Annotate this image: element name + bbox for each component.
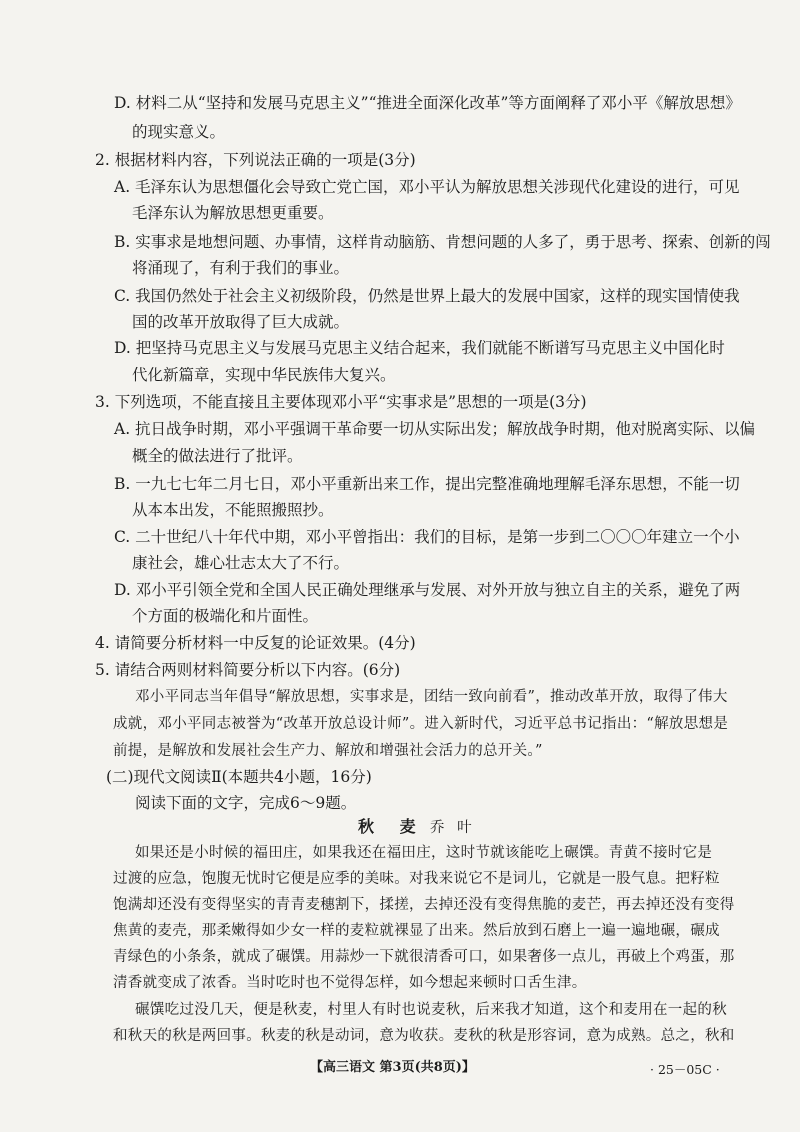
q3-option-a-line2: 概全的做法进行了批评。 xyxy=(132,447,303,465)
q3-option-d-line2: 个方面的极端化和片面性。 xyxy=(132,607,319,625)
q5-quote-line2: 成就，邓小平同志被誉为“改革开放总设计师”。进入新时代，习近平总书记指出：“解放思想是 xyxy=(113,716,729,732)
passage-p2-line2: 和秋天的秋是两回事。秋麦的秋是动词，意为收获。麦秋的秋是形容词，意为成熟。总之，秋和 xyxy=(113,1028,735,1044)
q1-option-d-line1: D. 材料二从“坚持和发展马克思主义”“推进全面深化改革”等方面阐释了邓小平《解放思想》 xyxy=(114,94,741,112)
q2-option-c-line2: 国的改革开放取得了巨大成就。 xyxy=(132,313,350,331)
passage-p1-line5: 青绿色的小条条，就成了碾馔。用蒜炒一下就很清香可口，如果奢侈一点儿，再破上个鸡蛋，那 xyxy=(113,949,735,965)
q2-option-d-line1: D. 把坚持马克思主义与发展马克思主义结合起来，我们就能不断谱写马克思主义中国化时 xyxy=(114,339,725,357)
page-footer-code: · 25－05C · xyxy=(650,1062,720,1077)
q5-quote-line3: 前提，是解放和发展社会生产力、解放和增强社会活力的总开关。” xyxy=(113,743,543,759)
q3-option-b-line2: 从本本出发，不能照搬照抄。 xyxy=(132,501,334,519)
q3-option-c-line1: C. 二十世纪八十年代中期，邓小平曾指出：我们的目标，是第一步到二〇〇〇年建立一个小 xyxy=(114,528,740,546)
q2-stem: 2. 根据材料内容，下列说法正确的一项是(3分) xyxy=(95,151,416,169)
passage-title: 秋 麦 xyxy=(358,817,426,836)
passage-p1-line4: 焦黄的麦壳，那柔嫩得如少女一样的麦粒就裸显了出来。然后放到石磨上一遍一遍地碾，碾成 xyxy=(113,923,720,939)
page-footer-label: 【高三语文 第3页(共8页)】 xyxy=(310,1060,475,1075)
q2-option-b-line1: B. 实事求是地想问题、办事情，这样肯动脑筋、肯想问题的人多了，勇于思考、探索、创新的闯 xyxy=(114,233,771,251)
q3-option-a-line1: A. 抗日战争时期，邓小平强调干革命要一切从实际出发；解放战争时期，他对脱离实际、以偏 xyxy=(114,420,756,438)
q4-stem: 4. 请简要分析材料一中反复的论证效果。(4分) xyxy=(95,634,416,652)
q5-stem: 5. 请结合两则材料简要分析以下内容。(6分) xyxy=(95,661,401,679)
q1-option-d-line2: 的现实意义。 xyxy=(132,123,226,141)
q2-option-d-line2: 代化新篇章，实现中华民族伟大复兴。 xyxy=(132,366,396,384)
q3-option-c-line2: 康社会，雄心壮志太大了不行。 xyxy=(132,554,350,572)
passage-p1-line1: 如果还是小时候的福田庄，如果我还在福田庄，这时节就该能吃上碾馔。青黄不接时它是 xyxy=(135,845,713,861)
passage-p1-line3: 饱满却还没有变得坚实的青青麦穗割下，揉搓，去掉还没有变得焦脆的麦芒，再去掉还没有变得 xyxy=(113,897,735,913)
q3-option-b-line1: B. 一九七七年二月七日，邓小平重新出来工作，提出完整准确地理解毛泽东思想，不能一切 xyxy=(114,475,740,493)
section-instruction: 阅读下面的文字，完成6～9题。 xyxy=(135,794,357,812)
q2-option-c-line1: C. 我国仍然处于社会主义初级阶段，仍然是世界上最大的发展中国家，这样的现实国情使我 xyxy=(114,287,740,305)
passage-p1-line2: 过渡的应急，饱腹无忧时它便是应季的美味。对我来说它不是词儿，它就是一股气息。把籽粒 xyxy=(113,871,720,887)
passage-p1-line6: 清香就变成了浓香。当时吃时也不觉得怎样，如今想起来顿时口舌生津。 xyxy=(113,975,587,991)
passage-p2-line1: 碾馔吃过没几天，便是秋麦，村里人有时也说麦秋，后来我才知道，这个和麦用在一起的秋 xyxy=(135,1002,727,1018)
passage-author: 乔 叶 xyxy=(430,820,476,836)
q5-quote-line1: 邓小平同志当年倡导“解放思想，实事求是，团结一致向前看”，推动改革开放，取得了伟大 xyxy=(135,689,728,705)
q3-option-d-line1: D. 邓小平引领全党和全国人民正确处理继承与发展、对外开放与独立自主的关系，避免了两 xyxy=(114,581,741,599)
q2-option-a-line1: A. 毛泽东认为思想僵化会导致亡党亡国，邓小平认为解放思想关涉现代化建设的进行，可见 xyxy=(114,178,740,196)
q2-option-b-line2: 将涌现了，有利于我们的事业。 xyxy=(132,259,350,277)
q3-stem: 3. 下列选项，不能直接且主要体现邓小平“实事求是”思想的一项是(3分) xyxy=(95,393,587,411)
q2-option-a-line2: 毛泽东认为解放思想更重要。 xyxy=(132,204,334,222)
section-heading: (二)现代文阅读Ⅱ(本题共4小题，16分) xyxy=(106,768,372,786)
